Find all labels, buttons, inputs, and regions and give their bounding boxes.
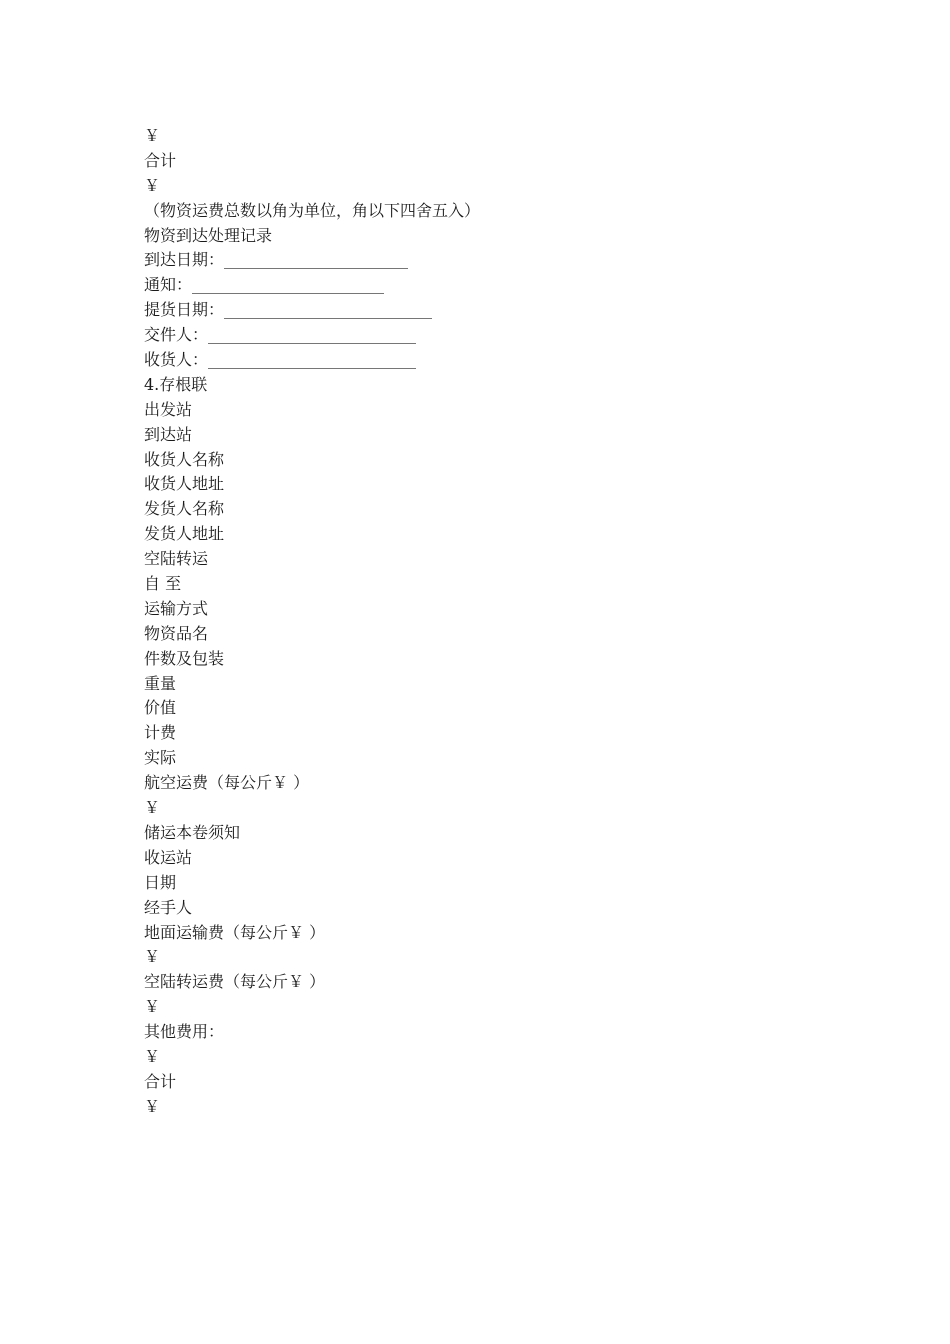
receiver-field: 收货人：__________________________	[144, 350, 417, 370]
yen-amount: ￥	[144, 175, 161, 195]
total-label: 合计	[144, 150, 177, 170]
document-body	[144, 124, 844, 1120]
yen-amount: ￥	[144, 1046, 161, 1066]
ground-transport-fee-label: 地面运输费（每公斤￥ ）	[144, 922, 326, 942]
value-label: 价值	[144, 698, 177, 718]
yen-amount: ￥	[144, 1096, 161, 1116]
yen-amount: ￥	[144, 947, 161, 967]
total-label: 合计	[144, 1071, 177, 1091]
billing-label: 计费	[144, 723, 177, 743]
receiving-station-label: 收运站	[144, 847, 193, 867]
actual-label: 实际	[144, 748, 177, 768]
yen-amount: ￥	[144, 126, 161, 145]
yen-amount: ￥	[144, 798, 161, 818]
other-fees-label: 其他费用：	[144, 1022, 225, 1042]
arrival-date-field: 到达日期：_______________________	[144, 250, 409, 270]
yen-amount: ￥	[144, 997, 161, 1017]
deliverer-field: 交件人：__________________________	[144, 325, 417, 345]
consignee-name-label: 收货人名称	[144, 449, 225, 469]
shipper-address-label: 发货人地址	[144, 524, 225, 544]
pickup-date-field: 提货日期：__________________________	[144, 300, 433, 320]
storage-notice-label: 储运本卷须知	[144, 822, 241, 842]
rounding-note: （物资运费总数以角为单位，角以下四舍五入）	[144, 200, 481, 220]
arrival-record-heading: 物资到达处理记录	[144, 225, 273, 245]
transport-mode-label: 运输方式	[144, 598, 209, 618]
consignee-address-label: 收货人地址	[144, 474, 225, 494]
goods-name-label: 物资品名	[144, 623, 209, 643]
handler-label: 经手人	[144, 897, 193, 917]
air-freight-label: 航空运费（每公斤￥ ）	[144, 773, 310, 793]
air-land-transfer-label: 空陆转运	[144, 549, 209, 569]
shipper-name-label: 发货人名称	[144, 499, 225, 519]
date-label: 日期	[144, 872, 177, 892]
pieces-packaging-label: 件数及包装	[144, 648, 225, 668]
arrival-station-label: 到达站	[144, 424, 193, 444]
notice-field: 通知：________________________	[144, 275, 385, 295]
weight-label: 重量	[144, 673, 177, 693]
stub-section-heading: 4.存根联	[144, 374, 208, 394]
departure-station-label: 出发站	[144, 399, 193, 419]
from-to-label: 自 至	[144, 574, 182, 594]
air-land-transfer-fee-label: 空陆转运费（每公斤￥ ）	[144, 972, 326, 992]
